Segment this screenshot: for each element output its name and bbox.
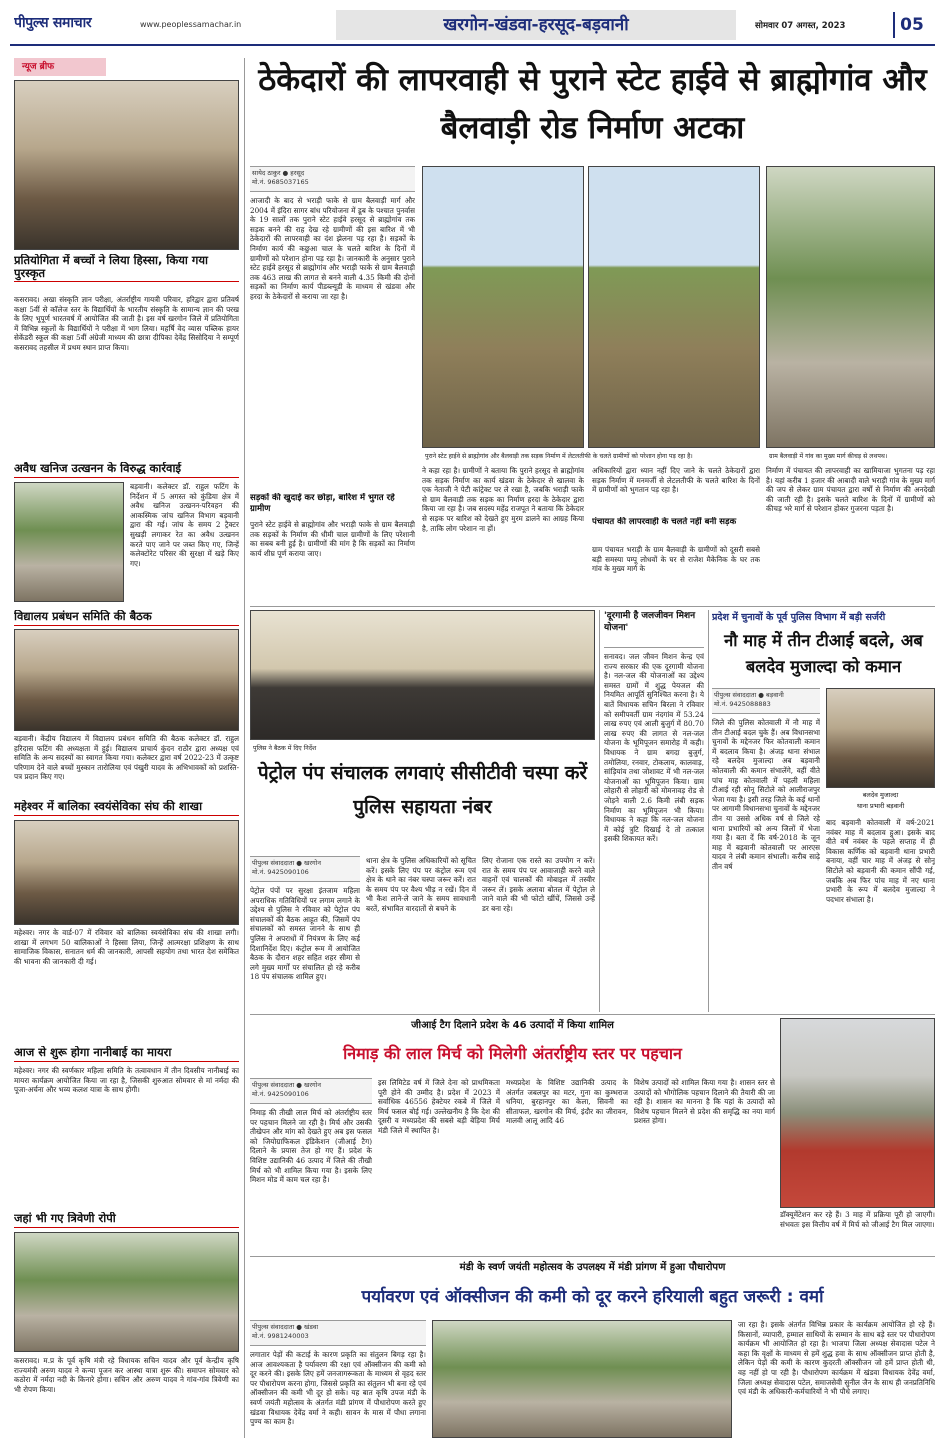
- brief-text-competition: कसरावद। अखा संस्कृति ज्ञान परीक्षा, अंतर्राष्ट्रीय गायत्री परिवार, हरिद्वार द्वारा प्रतिवर्ष कक्षा 5वीं से कॉलेज स्तर के विद्यार्थियों के भारतीय संस्कृति के सामान्य ज्ञान की परख के लिए भूपूर्ण भारतवर्ष में आयोजित की जाती है। इस वर्ष खरगोन जिले में प्रतियोगिता में विभिन्न स्कूलों के विद्यार्थियों ने परीक्षा में भाग लिया। महर्षि वेद व्यास पब्लिक हायर सेकेंडरी स्कूल की कक्षा 5वीं अंग्रेजी माध्यम की छात्रा दीपिका देवेंद्र सिसोदिया ने सम्पूर्ण कसरावद तहसील में प्रथम स्थान प्राप्त किया।: [14, 295, 239, 352]
- brief-title-triveni: जहां भी गए त्रिवेणी रोपी: [14, 1212, 239, 1228]
- lead-author: सायेद ठाकुर ● हरसूद: [252, 169, 305, 177]
- police-photo-caption: [826, 790, 935, 814]
- lead-byline: [250, 166, 415, 192]
- lead-photo-village: [766, 166, 935, 448]
- lead-photo-road-1: [422, 166, 584, 448]
- police-photo-portrait: [826, 688, 935, 788]
- logo-text: पीपुल्स समाचार: [14, 15, 92, 31]
- lead-col3: अधिकारियों द्वारा ध्यान नहीं दिए जाने के चलते ठेकेदारों द्वारा सड़क निर्माण में मनमर्जी से लेटलतीफी के चलते बारिश के दिनों में ग्रामीणों को भुगतान पड़ रहा है।: [592, 466, 760, 495]
- petrol-headline: पेट्रोल पंप संचालक लगवाएं सीसीटीवी चस्पा करें पुलिस सहायता नंबर: [257, 762, 588, 818]
- lead-headline: ठेकेदारों की लापरवाही से पुराने स्टेट हाईवे से ब्राह्मोगांव और बैलवाड़ी रोड निर्माण अटका: [258, 62, 927, 146]
- lead-col1b: पुराने स्टेट हाईवे से ब्राह्मोगांव और भराड़ी फाके से ग्राम बैलवाड़ी तक सड़कों के निर्माण की धीमी चाल ग्रामीणों के लिए परेशानी का सबब बनी हुई है। ग्रामीणों की मांग है कि सड़कों का निर्माण कार्य शीघ्र पूर्ण कराया जाए।: [250, 520, 415, 558]
- brief-text-mayra: महेश्वर। नगर की स्वर्णकार महिला समिति के तत्वावधान में तीन दिवसीय नानीबाई का मायरा कार्यक्रम आयोजित किया जा रहा है, जिसकी शुरुआत सोमवार से मां नर्मदा की पूजा-अर्चना और भव्य कलश यात्रा के साथ होगी।: [14, 1066, 239, 1095]
- lead-col1: आजादी के बाद से भराड़ी फाके से ग्राम बैलवाड़ी मार्ग और 2004 में इंदिरा सागर बांध परियोजना में डूब के पश्चात पुनर्वास के 19 सालों तक पुराने स्टेट हाईवे हरसूद से ब्राह्मोगांव तक सड़क बनने की राह देख रहे ग्रामीणों की इस बारिश में भी ठेकेदारों की लापरवाही का दंश झेलना पड़ रहा है। सड़कों के निर्माण कार्य की कछुआ चाल के चलते बारिश के दिनों में ग्रामीणों को परेशान होना पड़ रहा है। जानकारी के अनुसार पुराने स्टेट हाईवे हरसूद से ब्राह्मोगांव और भराड़ी फाके से ग्राम बैलवाड़ी तक 463 लाख की लागत से बनने वाली 4.35 किमी की दोनों सड़कों का निर्माण कार्य पीडब्ल्यूडी के माध्यम से खंडवा और हरदा के ठेकेदारों से कराया जा रहा है।: [250, 196, 415, 301]
- logo-box: [14, 12, 129, 34]
- petrol-col3: लिए रोजाना एक रास्ते का उपयोग न करें। रात के समय पंप पर आवाजाही करने वाले वाहनों एवं चालकों की मोबाइल में तस्वीर जरूर लें। इसके अलावा बोतल में पेट्रोल ले जाने वाले की भी फोटो खींचें, जिससे उन्हें डर बना रहे।: [482, 856, 595, 913]
- env-author: पीपुल्स संवाददाता ● खंडवा: [252, 1323, 319, 1331]
- police-text-2: बाद बड़वानी कोतवाली में वर्ष-2021 नवंबर माह में बदलाव हुआ। इसके बाद वीते वर्ष नवंबर के पहले सप्ताह में ही विकास कर्णिक को बड़वानी थाना प्रभारी बनाया, वहीं चार माह में अंजड़ से सोनू सिटोले को बड़वानी की कमान सौंपी गई, जबकि अब फिर पांच माह में नए थाना प्रभारी के रूप में बलदेव मुजाल्दा ने पदभार संभाला है।: [826, 818, 935, 904]
- police-divider: [708, 610, 709, 1012]
- brief-photo-triveni: [14, 1232, 239, 1352]
- page-number-box: [893, 12, 929, 38]
- petrol-photo-caption: पुलिस ने बैठक में दिए निर्देश: [250, 742, 595, 754]
- brief-photo-tractor: [14, 482, 124, 602]
- petrol-col1: पेट्रोल पंपों पर सुरक्षा इंतजाम महिला अपराधिक गतिविधियों पर लगाम लगाने के उद्देश्य से पुलिस ने रविवार को पेट्रोल पंप संचालकों की बैठक आहूत की, जिसमें पंप संचालकों को समस्त जानने के साथ ही पुलिस ने अपराधों में नियंत्रण के लिए कई दिशानिर्देश दिए। कंट्रोल रूम में आयोजित बैठक के दौरान शहर सहित शहर सीमा से लगे मुख्य मार्गों पर संचालित हो रहे करीब 18 पंप संचालक शामिल हुए।: [250, 886, 360, 982]
- chilli-byline: [250, 1078, 372, 1104]
- lead-col3b: ग्राम पंचायत भराड़ी के ग्राम बैलवाड़ी के ग्रामीणों को दूसरी सबसे बड़ी समस्या पम्पू लोधवों के घर से राजेश मैकेनिक के घर तक गांव के मुख्य मार्ग के: [592, 545, 760, 574]
- lead-col2: ने कहा रहा है। ग्रामीणों ने बताया कि पुराने हरसूद से ब्राह्मोगांव तक सड़क निर्माण का कार्य खंडवा के ठेकेदार से खालवा के एक नेताजी ने पेटी कांट्रेक्ट पर ले रखा है, जबकि भराड़ी फाके से ग्राम बैलवाड़ी तक सड़क का निर्माण हरदा के ठेकेदार द्वारा किया जा रहा है। जब सदस्य महेंद्र राजपूत ने बताया कि ठेकेदार से सड़क पर बारिश को देखते हुए मुरम डालने का आग्रह किया है, ताकि लोग परेशान ना हों।: [422, 466, 584, 533]
- chilli-headline: निमाड़ की लाल मिर्च को मिलेगी अंतर्राष्ट्रीय स्तर पर पहचान: [343, 1044, 682, 1063]
- edition-banner: [336, 10, 736, 40]
- chilli-bottom-rule: [250, 1256, 935, 1257]
- petrol-byline: [250, 856, 360, 882]
- petrol-photo-meeting: [250, 610, 595, 740]
- brief-title-mayra: आज से शुरू होगा नानीबाई का मायरा: [14, 1046, 239, 1062]
- lead-photo-caption-2: ग्राम बैलवाड़ी में गांव का मुख्य मार्ग कीचड़ से लथपथ।: [766, 450, 935, 462]
- lead-bottom-rule: [250, 606, 935, 607]
- masthead-rule: [10, 44, 935, 46]
- env-kicker: मंडी के स्वर्ण जयंती महोत्सव के उपलक्ष्य में मंडी प्रांगण में हुआ पौधारोपण: [459, 1262, 726, 1273]
- brief-text-mining: बड़वानी। कलेक्टर डॉ. राहुल फटिंग के निर्देशन में 5 अगस्त को कुंडिया क्षेत्र में अवैध खनिज उत्खनन-परिवहन की आकस्मिक जांच खनिज विभाग बड़वानी द्वारा की गई। जांच के समय 2 ट्रैक्टर सुखड़ी लगाकर रेत का अवैध उत्खनन करते पाए जाने पर जब्त किए गए, जिन्हें कलेक्टोरेट परिसर की सुरक्षा में खड़े किए गए।: [130, 482, 239, 568]
- env-mobile: मो.नं. 9981240003: [252, 1332, 309, 1340]
- chilli-col1: निमाड़ की तीखी लाल मिर्च को अंतर्राष्ट्रीय स्तर पर पहचान मिलने जा रही है। मिर्च और उसकी तीखेपन और मांग को देखते हुए अब इस फसल को जियोग्राफिकल इंडिकेशन (जीआई टैग) दिलाने के प्रयास तेज हो गए हैं। प्रदेश के विशिष्ट उद्यानिकी 46 उत्पाद में जिले की तीखी मिर्च को भी शामिल किया गया है। इसके लिए मिशन मोड में काम चल रहा है।: [250, 1108, 372, 1185]
- petrol-mobile: मो.नं. 9425090106: [252, 868, 309, 876]
- chilli-col4: विशेष उत्पादों को शामिल किया गया है। शासन स्तर से उत्पादों को भौगोलिक पहचान दिलाने की तैयारी की जा रही है। शासन का मानना है कि यहां के उत्पादों को विशेष पहचान मिलने से प्रदेश की समृद्धि का नया मार्ग प्रशस्त होगा।: [634, 1078, 775, 1126]
- masthead: [0, 0, 945, 48]
- page-number: 05: [900, 15, 924, 35]
- middle-bottom-rule: [250, 1014, 935, 1015]
- news-brief-label-box: [14, 58, 106, 76]
- chilli-caption: डॉक्यूमेंटेशन कर रहे हैं। 3 माह में प्रक्रिया पूरी हो जाएगी। संभवतः इस वित्तीय वर्ष में मिर्च को जीआई टैग मिल जाएगा।: [780, 1210, 935, 1229]
- env-col1: लगातार पेड़ों की कटाई के कारण प्रकृति का संतुलन बिगड़ रहा है। आज आवश्यकता है पर्यावरण की रक्षा एवं ऑक्सीजन की कमी को दूर करने की। इसके लिए हमें जनजागरूकता के माध्यम से वृहद स्तर पर पौधारोपण करना होगा, जिससे प्रकृति का संतुलन भी बना रहे एवं ऑक्सीजन की कमी भी दूर हो सके। यह बात कृषि उपज मंडी के स्वर्ण जयंती महोत्सव के अंतर्गत मंडी प्रांगण में पौधारोपण करते हुए खंडवा विधायक देवेंद्र वर्मा ने कही। सावन के मास में पौधा लगाना पुण्य का काम है।: [250, 1350, 426, 1427]
- chilli-kicker: जीआई टैग दिलाने प्रदेश के 46 उत्पादों में किया शामिल: [411, 1020, 614, 1031]
- website-label: www.peoplessamachar.in: [140, 20, 242, 29]
- chilli-col3: मध्यप्रदेश के विशिष्ट उद्यानिकी उत्पाद के अंतर्गत जबलपुर का मटर, गुना का कुम्भराज धनिया, बुरहानपुर का केला, सिवनी का सीताफल, खरगोन की मिर्च, इंदौर का जीरावन, मालवी आलू आदि 46: [506, 1078, 628, 1126]
- chilli-col2: इस लिमिटेड वर्ष में जिले देना को प्राथमिकता पूरी होने की उम्मीद है। प्रदेश में 2023 में सर्वाधिक 46556 हेक्टेयर रकबे में जिले में मिर्च फसल बोई गई। उल्लेखनीय है कि देश की दूसरी व मध्यप्रदेश की सबसे बड़ी बेड़िया मिर्च मंडी जिले में स्थापित है।: [378, 1078, 500, 1135]
- brief-text-sevika: महेश्वर। नगर के वार्ड-07 में रविवार को बालिका स्वयंसेविका संघ की शाखा लगी। शाखा में लगभग 50 बालिकाओं ने हिस्सा लिया, जिन्हें आत्मरक्षा प्रशिक्षण के साथ सामाजिक विकास, सनातन धर्म की जानकारी, आपसी सहयोग तथा भारत देश समेकित की भावना की जानकारी दी गई।: [14, 928, 239, 966]
- police-kicker: प्रदेश में चुनावों के पूर्व पुलिस विभाग में बड़ी सर्जरी: [712, 612, 886, 623]
- env-photo-plantation: [432, 1320, 732, 1438]
- news-brief-label: न्यूज ब्रीफ: [22, 62, 55, 72]
- left-column-divider: [244, 58, 245, 1438]
- brief-photo-school: [14, 629, 239, 731]
- lead-photo-road-2: [588, 166, 760, 448]
- jal-text: सनावद। जल जीवन मिशन केन्द्र एवं राज्य सरकार की एक दूरगामी योजना है। नल-जल की योजनाओं का उद्देश्य समस्त ग्रामों में शुद्ध पेयजल की नियमित आपूर्ति सुनिश्चित करना है। ये बातें विधायक सचिन बिरला ने रविवार को समीपवर्ती ग्राम नंदगांव में 53.24 लाख रुपए एवं आली बुजुर्ग में 80.70 लाख रुपए की लागत से नल-जल योजना के भूमिपूजन समारोह में कही। विधायक ने ग्राम बगदा बुजुर्ग, तमोलिया, रनवार, टोकलाय, कालवाड़, सांड़ियांव तथा जोशावट में भी नल-जल योजनाओं का भूमिपूजन किया। ग्राम लोहारी से लोहारी को मोमनावड़ रोड से जोड़ने वाली 2.6 किमी लंबी सड़क निर्माण का भूमिपूजन भी किया। विधायक ने कहा कि नल-जल योजना में कोई त्रुटि दिखाई दे तो तत्काल इसकी शिकायत करें।: [604, 652, 704, 844]
- edition-title: खरगोन-खंडवा-हरसूद-बड़वानी: [443, 15, 629, 35]
- police-author: पीपुल्स संवाददाता ● बड़वानी: [714, 691, 784, 699]
- env-headline: पर्यावरण एवं ऑक्सीजन की कमी को दूर करने हरियाली बहुत जरूरी : वर्मा: [361, 1287, 824, 1307]
- env-byline: [250, 1320, 426, 1346]
- chilli-mobile: मो.नं. 9425090106: [252, 1090, 309, 1098]
- police-byline: [712, 688, 820, 714]
- brief-title-competition: प्रतियोगिता में बच्चों ने लिया हिस्सा, किया गया पुरस्कृत: [14, 254, 239, 282]
- police-mobile: मो.नं. 9425088883: [714, 700, 771, 708]
- brief-text-triveni: कसरावद। म.प्र के पूर्व कृषि मंत्री रहे विधायक सचिन यादव और पूर्व केन्द्रीय कृषि राज्यमंत्री अरुण यादव ने कन्या पूजन कर आस्था यात्रा शुरू की। समापन सोमवार को कठोरा में नर्मदा नदी के किनारे होगा। सचिन और अरुण यादव ने गांव-गांव त्रिवेणी का भी रोपण किया।: [14, 1356, 239, 1394]
- brief-title-mining: अवैध खनिज उत्खनन के विरुद्ध कार्रवाई: [14, 462, 239, 478]
- brief-title-sevika: महेश्वर में बालिका स्वयंसेविका संघ की शाखा: [14, 800, 239, 816]
- env-col2: जा रहा है। इसके अंतर्गत विभिन्न प्रकार के कार्यक्रम आयोजित हो रहे हैं। किसानों, व्यापारी, हम्माल साथियों के सम्मान के साथ बड़े स्तर पर पौधारोपण कार्यक्रम भी आयोजित हो रहा है। भाजपा जिला अध्यक्ष सेवादास पटेल ने कहा कि वृक्षों के माध्यम से हमें शुद्ध हवा के साथ ऑक्सीजन प्राप्त होती है, लेकिन पेड़ों की कमी के कारण कुदरती ऑक्सीजन जो हमें प्राप्त होती थी, वह नहीं हो पा रही है। पौधारोपण कार्यक्रम में खंडवा विधायक देवेंद्र वर्मा, जिला अध्यक्ष सेवादास पटेल, समाजसेवी सुनील जैन के साथ ही जनप्रतिनिधि एवं मंडी के अधिकारी-कर्मचारियों ने भी पौधे लगाए।: [738, 1320, 935, 1397]
- chilli-author: पीपुल्स संवाददाता ● खरगोन: [252, 1081, 321, 1089]
- lead-subhead-2: पंचायत की लापरवाही के चलते नहीं बनी सड़क: [592, 517, 737, 527]
- police-headline: नौ माह में तीन टीआई बदले, अब बलदेव मुजाल्दा को कमान: [724, 631, 923, 676]
- police-text: जिले की पुलिस कोतवाली में नौ माह में तीन टीआई बदल चुके हैं। अब विधानसभा चुनावों के मद्देनजर फिर कोतवाली कमान में बदलाव किया है। अंजड़ थाना संभाल रहे बलदेव मुजाल्दा अब बड़वानी कोतवाली की कमान संभालेंगे, वहीं वीते पांच माह कोतवाली में पहली महिला टीआई रही सोनू सिटोले को आलीराजपुर भेजा गया है। इसी तरह जिले के कई थानों पर आगामी विधानसभा चुनावों के मद्देनजर तीन या उससे अधिक वर्ष से जिले रहे थाना प्रभारियों को अन्य जिलों में भेजा गया है। बता दें कि वर्ष-2018 के जून माह में बड़वानी कोतवाली पर आरएस यादव ने लंबी कमान संभाली। करीब साढ़े तीन वर्ष: [712, 718, 820, 871]
- petrol-author: पीपुल्स संवाददाता ● खरगोन: [252, 859, 321, 867]
- brief-title-school-committee: विद्यालय प्रबंधन समिति की बैठक: [14, 610, 239, 626]
- petrol-col2: थाना क्षेत्र के पुलिस अधिकारियों को सूचित करें। इसके लिए पंप पर कंट्रोल रूम एवं क्षेत्र के थाने का नंबर चस्पा जरूर करें। रात के समय पंप पर वैश्य भीड़ न रखें। दिन में भी कैश लाने-ले जाने के समय सावधानी बरतें, संभावित वारदातों से बचने के: [366, 856, 476, 913]
- police-photo-role: थाना प्रभारी बड़वानी: [856, 802, 905, 810]
- brief-text-school-committee: बड़वानी। केंद्रीय विद्यालय में विद्यालय प्रबंधन समिति की बैठक कलेक्टर डॉ. राहुल हरिदास फटिंग की अध्यक्षता में हुई। विद्यालय प्राचार्य कुंदन राठौर द्वारा अध्यक्ष एवं समिति के अन्य सदस्यों का स्वागत किया गया। कलेक्टर द्वारा वर्ष 2022-23 में उत्कृष्ट परिणाम देने वाले बच्चों मुस्कान तारोलिया एवं पंखुरी यादव के अभिभावकों को प्रशस्ति-पत्र प्रदान किए गए।: [14, 734, 239, 782]
- date-label: सोमवार 07 अगस्त, 2023: [755, 21, 846, 31]
- police-photo-name: बलदेव मुजाल्दा: [862, 791, 899, 799]
- jal-divider: [599, 610, 600, 1012]
- lead-mobile: मो.नं. 9685037165: [252, 178, 309, 186]
- brief-photo-competition: [14, 80, 239, 250]
- lead-col4: निर्माण में पंचायत की लापरवाही का खामियाजा भुगतना पड़ रहा है। यहां करीब 1 हजार की आबादी वाले भराड़ी गांव के मुख्य मार्ग की जप से लेकर ग्राम पंचायत द्वारा वर्षों से निर्माण की अनदेखी की जाती रही है। इसके चलते बारिश के दिनों में ग्रामीणों को कीचड़ भरे मार्ग से परेशान होकर गुजरना पड़ता है।: [766, 466, 935, 514]
- jal-tagline: 'दूरगामी है जलजीवन मिशन योजना': [604, 610, 704, 648]
- brief-photo-sevika: [14, 820, 239, 925]
- lead-photo-caption-1: पुराने स्टेट हाईवे से ब्राह्मोगांव और बैलवाड़ी तक सड़क निर्माण में लेटलतीफी के चलते ग्रामीणों को परेशान होना पड़ रहा है।: [422, 450, 760, 462]
- lead-subhead-1: सड़कों की खुदाई कर छोड़ा, बारिश में भुगत रहे ग्रामीण: [250, 493, 395, 514]
- chilli-photo-field: [780, 1018, 935, 1208]
